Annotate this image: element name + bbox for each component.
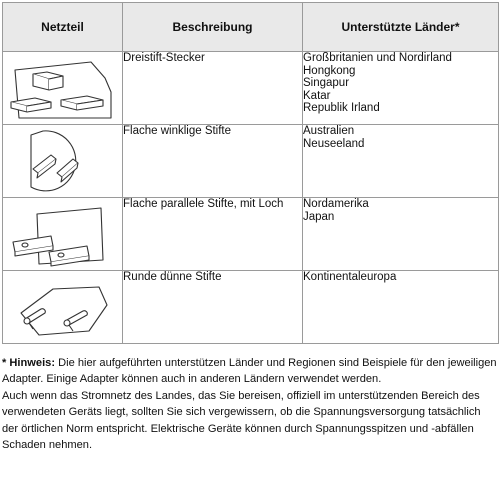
country-item: Neuseeland	[303, 137, 365, 150]
description-cell: Runde dünne Stifte	[123, 271, 303, 344]
description-cell: Dreistift-Stecker	[123, 52, 303, 125]
plug-image-cell	[3, 125, 123, 198]
three-pin-plug-icon	[3, 52, 123, 124]
countries-cell	[303, 271, 499, 344]
country-item: Japan	[303, 210, 335, 223]
flat-parallel-pins-with-hole-plug-icon	[3, 198, 123, 270]
header-unterstuetzte-laender: Unterstützte Länder*	[303, 3, 499, 52]
header-netzteil: Netzteil	[3, 3, 123, 52]
plug-image-cell	[3, 271, 123, 344]
description-cell: Flache winklige Stifte	[123, 125, 303, 198]
country-item: Kontinentaleuropa	[303, 271, 397, 283]
countries-cell	[303, 198, 499, 271]
plug-image-cell	[3, 198, 123, 271]
country-item: Singapur	[303, 77, 350, 89]
country-item: Großbritanien und Nordirland	[303, 52, 452, 64]
description-cell: Flache parallele Stifte, mit Loch	[123, 198, 303, 271]
footnote-text-1: Die hier aufgeführten unterstützen Länder und Regionen sind Beispiele für den jeweiligen Adapter. Einige Adapter können auch in anderen Ländern verwendet werden.	[2, 357, 497, 386]
countries-cell	[303, 52, 499, 125]
header-beschreibung: Beschreibung	[123, 3, 303, 52]
country-item: Nordamerika	[303, 198, 369, 210]
footnote	[2, 355, 498, 453]
plug-image-cell	[3, 52, 123, 125]
country-item: Katar	[303, 89, 331, 102]
country-item: Republik Irland	[303, 102, 380, 114]
footnote-paragraph-2: Auch wenn das Stromnetz des Landes, das Sie bereisen, offiziell im unterstützenden Bereich des verwendeten Geräts liegt, sollten Sie sich vergewissern, ob die Spannungsversorgung tatsächlich der örtlichen Norm entspricht. Elektrische Geräte können durch Spannungsspitzen und -abfällen Schaden nehmen.	[2, 389, 481, 452]
table-row	[3, 52, 499, 125]
footnote-label: * Hinweis:	[2, 357, 56, 369]
round-thin-pins-plug-icon	[3, 271, 123, 343]
adapter-table	[2, 2, 499, 344]
country-item: Australien	[303, 125, 355, 137]
footnote-paragraph-1	[2, 355, 498, 388]
table-row	[3, 271, 499, 344]
table-header-row	[3, 3, 499, 52]
flat-angled-pins-plug-icon	[3, 125, 123, 197]
countries-cell	[303, 125, 499, 198]
table-row	[3, 125, 499, 198]
country-item: Hongkong	[303, 64, 356, 77]
table-row	[3, 198, 499, 271]
